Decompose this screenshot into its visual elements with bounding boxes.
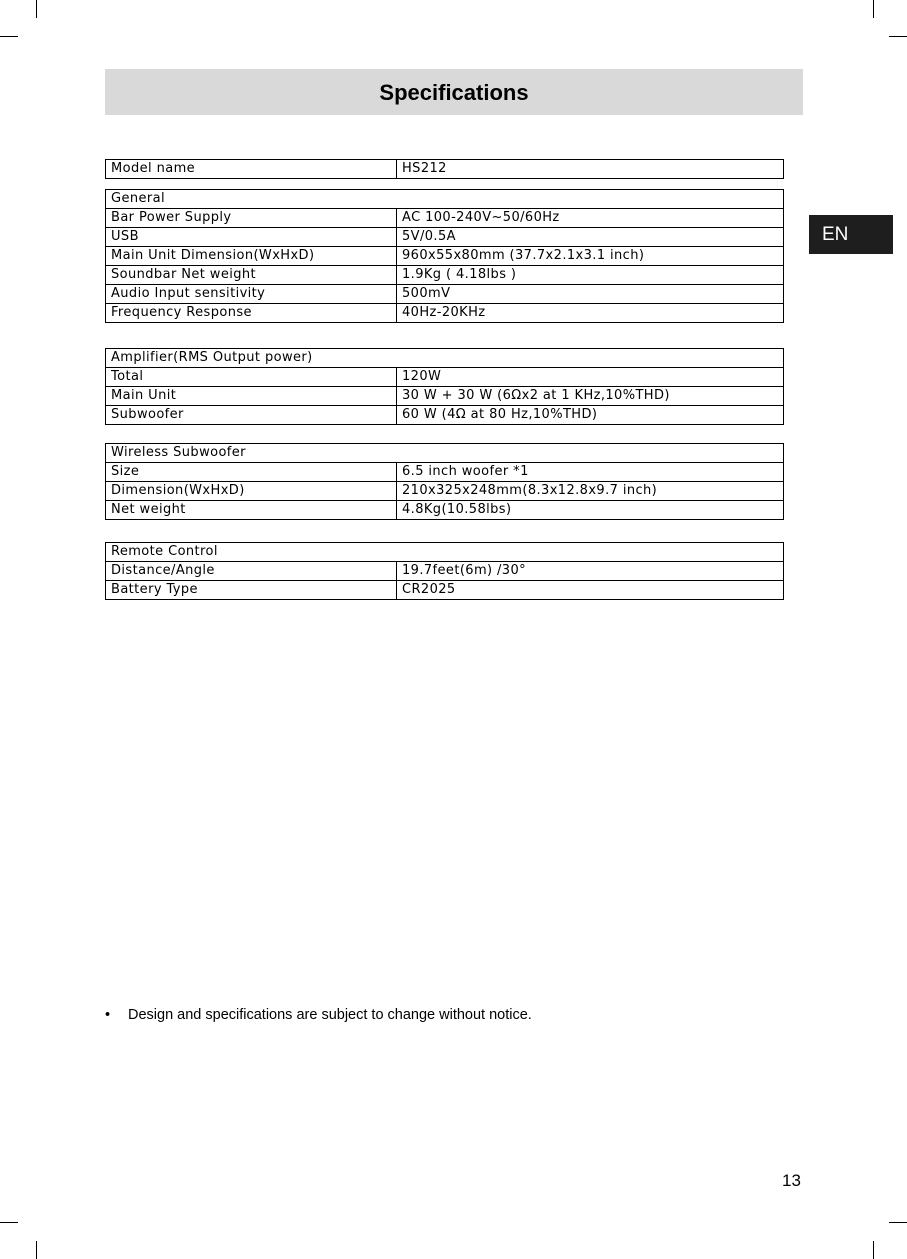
table-row	[106, 562, 784, 581]
footnote	[105, 1007, 532, 1023]
table-header-row	[106, 190, 784, 209]
spec-value: 4.8Kg(10.58lbs)	[397, 501, 784, 520]
spec-value: 960x55x80mm (37.7x2.1x3.1 inch)	[397, 247, 784, 266]
title-banner	[105, 69, 803, 115]
table-row	[106, 501, 784, 520]
table-header: Amplifier(RMS Output power)	[106, 349, 784, 368]
spec-value: 60 W (4Ω at 80 Hz,10%THD)	[397, 406, 784, 425]
table-row	[106, 581, 784, 600]
general-table	[105, 189, 784, 323]
table-row	[106, 247, 784, 266]
remote-control-table	[105, 542, 784, 600]
spec-value: AC 100-240V~50/60Hz	[397, 209, 784, 228]
spec-value: CR2025	[397, 581, 784, 600]
spec-label: Main Unit Dimension(WxHxD)	[106, 247, 397, 266]
footnote-text: Design and specifications are subject to change without notice.	[128, 1007, 532, 1023]
page-title: Specifications	[379, 80, 529, 105]
crop-mark	[889, 36, 907, 37]
table-row	[106, 368, 784, 387]
language-tab	[809, 215, 893, 254]
spec-label: USB	[106, 228, 397, 247]
table-row	[106, 266, 784, 285]
crop-mark	[873, 0, 874, 18]
wireless-subwoofer-table	[105, 443, 784, 520]
spec-label: Total	[106, 368, 397, 387]
spec-value: 40Hz-20KHz	[397, 304, 784, 323]
spec-value: 6.5 inch woofer *1	[397, 463, 784, 482]
table-header-row	[106, 444, 784, 463]
page-number: 13	[782, 1171, 801, 1190]
table-header-row	[106, 349, 784, 368]
table-header: Wireless Subwoofer	[106, 444, 784, 463]
spec-value: 500mV	[397, 285, 784, 304]
spec-value: HS212	[397, 160, 784, 179]
bullet-icon: •	[105, 1007, 111, 1023]
table-row	[106, 482, 784, 501]
crop-mark	[873, 1241, 874, 1259]
table-row	[106, 406, 784, 425]
crop-mark	[36, 0, 37, 18]
crop-mark	[0, 1222, 18, 1223]
spec-value: 19.7feet(6m) /30°	[397, 562, 784, 581]
table-row	[106, 387, 784, 406]
spec-label: Frequency Response	[106, 304, 397, 323]
table-row	[106, 209, 784, 228]
spec-label: Size	[106, 463, 397, 482]
spec-label: Battery Type	[106, 581, 397, 600]
table-row	[106, 228, 784, 247]
spec-label: Model name	[106, 160, 397, 179]
spec-label: Main Unit	[106, 387, 397, 406]
crop-mark	[36, 1241, 37, 1259]
spec-label: Bar Power Supply	[106, 209, 397, 228]
language-tab-label: EN	[822, 224, 849, 245]
spec-value: 30 W + 30 W (6Ωx2 at 1 KHz,10%THD)	[397, 387, 784, 406]
crop-mark	[889, 1222, 907, 1223]
table-row	[106, 463, 784, 482]
table-row	[106, 160, 784, 179]
amplifier-table	[105, 348, 784, 425]
spec-label: Distance/Angle	[106, 562, 397, 581]
table-header-row	[106, 543, 784, 562]
model-table	[105, 159, 784, 179]
spec-label: Net weight	[106, 501, 397, 520]
spec-value: 120W	[397, 368, 784, 387]
spec-label: Subwoofer	[106, 406, 397, 425]
spec-label: Soundbar Net weight	[106, 266, 397, 285]
spec-value: 1.9Kg ( 4.18lbs )	[397, 266, 784, 285]
spec-label: Audio Input sensitivity	[106, 285, 397, 304]
table-header: General	[106, 190, 784, 209]
spec-value: 210x325x248mm(8.3x12.8x9.7 inch)	[397, 482, 784, 501]
spec-label: Dimension(WxHxD)	[106, 482, 397, 501]
table-header: Remote Control	[106, 543, 784, 562]
crop-mark	[0, 36, 18, 37]
table-row	[106, 285, 784, 304]
spec-value: 5V/0.5A	[397, 228, 784, 247]
table-row	[106, 304, 784, 323]
